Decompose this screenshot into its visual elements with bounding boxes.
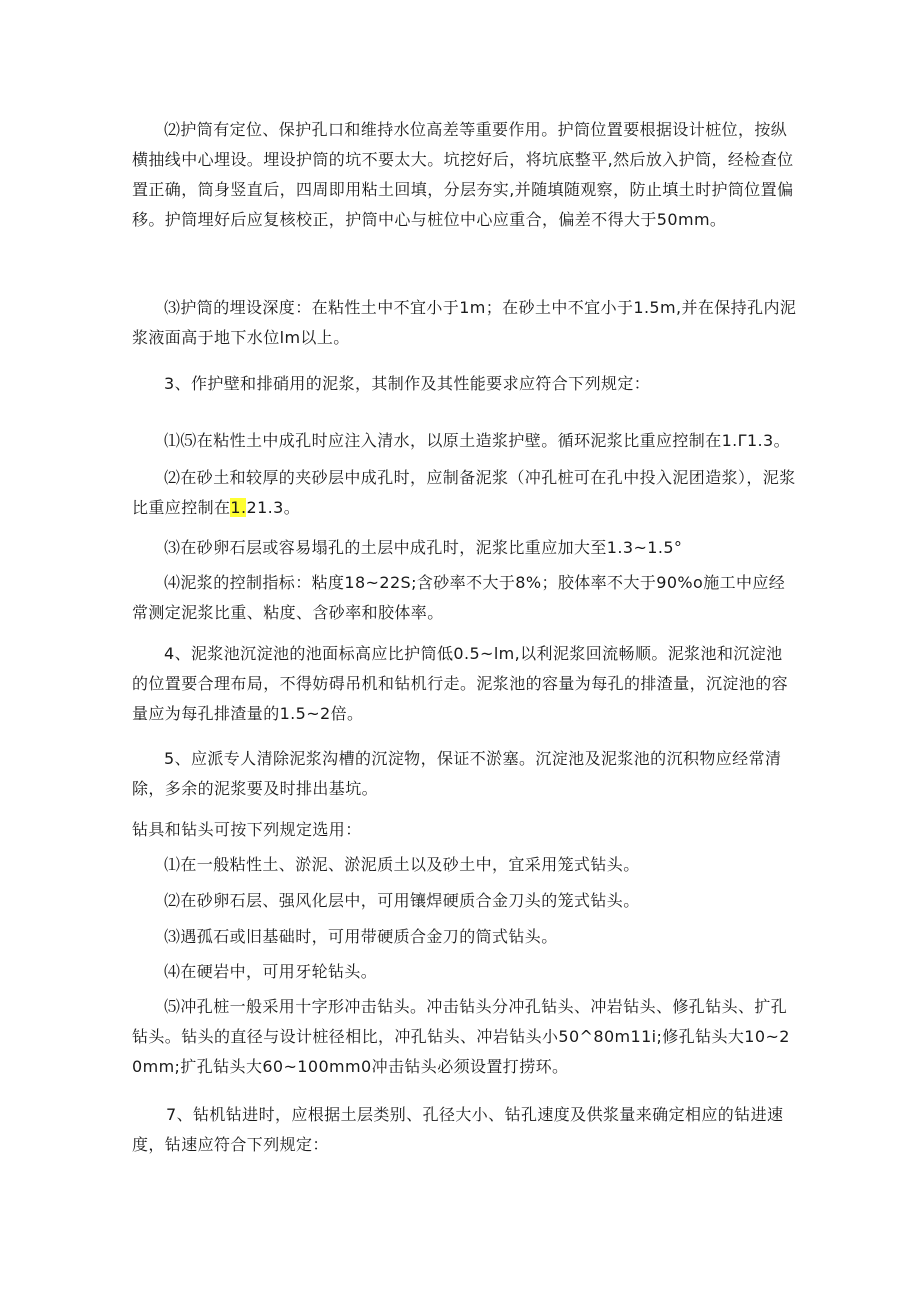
slurry-sand-text-after: 21.3。 bbox=[246, 498, 301, 517]
paragraph-slurry-sand bbox=[132, 463, 797, 523]
paragraph-drill-hardrock: ⑷在硬岩中，可用牙轮钻头。 bbox=[164, 962, 378, 981]
paragraph-drill-gravel: ⑵在砂卵石层、强风化层中，可用镶焊硬质合金刀头的笼式钻头。 bbox=[164, 891, 640, 910]
paragraph-mud-pit: 4、泥浆池沉淀池的池面标高应比护筒低0.5~lm,以利泥浆回流畅顺。泥浆池和沉淀池的位置要合理布局，不得妨碍吊机和钻机行走。泥浆池的容量为每孔的排渣量，沉淀池的容量应为每孔排渣量的1.5~2倍。 bbox=[132, 644, 789, 723]
paragraph-drill-heading: 钻具和钻头可按下列规定选用： bbox=[132, 820, 362, 839]
slurry-sand-text-before: ⑵在砂土和较厚的夹砂层中成孔时，应制备泥浆（冲孔桩可在孔中投入泥团造浆），泥浆比重应控制在 bbox=[132, 468, 796, 517]
paragraph-drilling-speed: 7、钻机钻进时，应根据土层类别、孔径大小、钻孔速度及供浆量来确定相应的钻进速度，钻速应符合下列规定： bbox=[132, 1105, 784, 1154]
paragraph-casing-depth: ⑶护筒的埋设深度：在粘性土中不宜小于1m；在砂土中不宜小于1.5m,并在保持孔内泥浆液面高于地下水位lm以上。 bbox=[132, 298, 797, 347]
paragraph-drill-cage: ⑴在一般粘性土、淤泥、淤泥质土以及砂土中，宜采用笼式钻头。 bbox=[164, 855, 640, 874]
paragraph-slurry-heading: 3、作护壁和排硝用的泥浆，其制作及其性能要求应符合下列规定： bbox=[164, 374, 651, 393]
paragraph-sediment-cleaning: 5、应派专人清除泥浆沟槽的沉淀物，保证不淤塞。沉淀池及泥浆池的沉积物应经常清除，多余的泥浆要及时排出基坑。 bbox=[132, 749, 782, 798]
highlighted-value: 1. bbox=[230, 498, 247, 517]
paragraph-percussion-bit: ⑸冲孔桩一般采用十字形冲击钻头。冲击钻头分冲孔钻头、冲岩钻头、修孔钻头、扩孔钻头。钻头的直径与设计桩径相比，冲孔钻头、冲岩钻头小50^80m11i;修孔钻头大10~20mm;扩孔钻头大60~100mm0冲击钻头必须设置打捞环。 bbox=[132, 997, 790, 1076]
paragraph-drill-boulder: ⑶遇孤石或旧基础时，可用带硬质合金刀的筒式钻头。 bbox=[164, 927, 558, 946]
paragraph-slurry-clay: ⑴⑸在粘性土中成孔时应注入清水，以原土造浆护壁。循环泥浆比重应控制在1.Γ1.3。 bbox=[164, 431, 791, 450]
paragraph-slurry-gravel: ⑶在砂卵石层或容易塌孔的土层中成孔时，泥浆比重应加大至1.3~1.5° bbox=[164, 538, 683, 557]
paragraph-casing-function: ⑵护筒有定位、保护孔口和维持水位高差等重要作用。护筒位置要根据设计桩位，按纵横抽线中心埋设。埋设护筒的坑不要太大。坑挖好后，将坑底整平,然后放入护筒，经检查位置正确，筒身竖直后，四周即用粘土回填，分层夯实,并随填随观察，防止填土时护筒位置偏移。护筒埋好后应复核校正，护筒中心与桩位中心应重合，偏差不得大于50mm。 bbox=[132, 120, 794, 229]
paragraph-slurry-indicators: ⑷泥浆的控制指标：粘度18~22S;含砂率不大于8%；胶体率不大于90%o施工中应经常测定泥浆比重、粘度、含砂率和胶体率。 bbox=[132, 573, 786, 622]
